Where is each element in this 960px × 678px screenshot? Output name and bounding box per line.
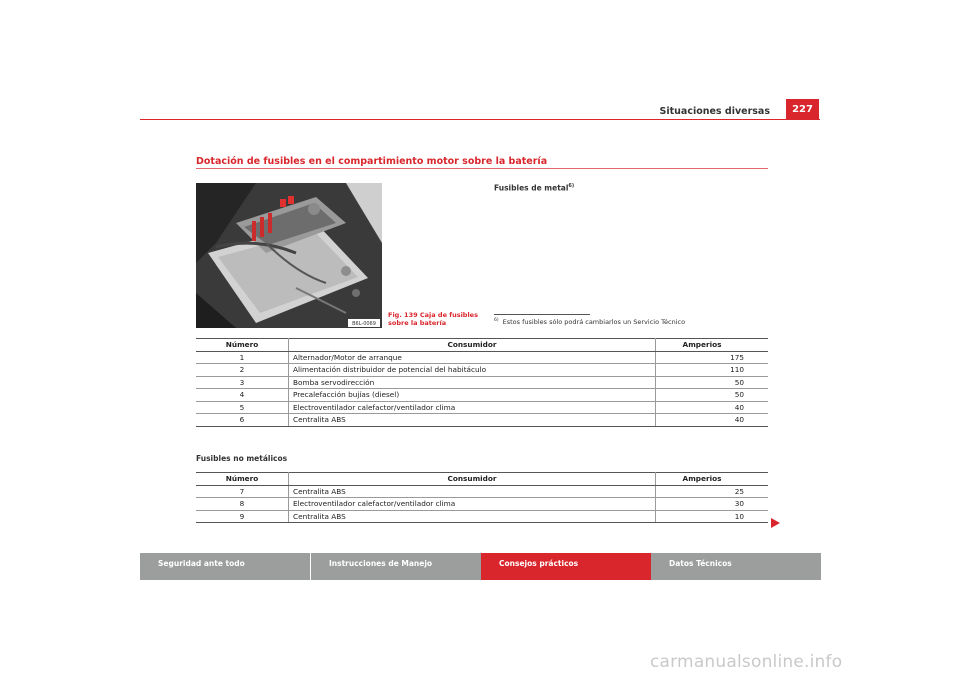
- table-row: [196, 485, 768, 498]
- table-row: [196, 364, 768, 377]
- cell-amps: 50: [656, 376, 769, 389]
- figure-caption: [388, 311, 478, 327]
- cell-amps: 40: [656, 401, 769, 414]
- table-row: [196, 401, 768, 414]
- cell-amps: 110: [656, 364, 769, 377]
- header-number: Número: [196, 339, 289, 352]
- section-title: Dotación de fusibles en el compartimiento motor sobre la batería: [196, 156, 548, 167]
- metal-fuses-heading-text: Fusibles de metal: [494, 183, 569, 193]
- cell-consumer: Alimentación distribuidor de potencial del habitáculo: [289, 364, 656, 377]
- figure-code: B6L-0069: [352, 321, 376, 327]
- cell-amps: 30: [656, 498, 769, 511]
- footnote: [494, 318, 685, 326]
- cell-amps: 25: [656, 485, 769, 498]
- cell-number: 9: [196, 510, 289, 523]
- cell-amps: 10: [656, 510, 769, 523]
- header-rule: [140, 119, 820, 120]
- cell-number: 4: [196, 389, 289, 402]
- footnote-mark: 6): [494, 318, 499, 323]
- cell-number: 7: [196, 485, 289, 498]
- table-row: [196, 414, 768, 427]
- cell-consumer: Centralita ABS: [289, 485, 656, 498]
- figure-caption-line1: Fig. 139 Caja de fusibles: [388, 311, 478, 319]
- cell-number: 3: [196, 376, 289, 389]
- table-row: [196, 510, 768, 523]
- nav-tab-technical-data[interactable]: Datos Técnicos: [651, 553, 821, 580]
- figure-caption-line2: sobre la batería: [388, 319, 447, 327]
- non-metal-fuses-table: [196, 472, 768, 523]
- cell-number: 2: [196, 364, 289, 377]
- non-metal-fuses-heading: Fusibles no metálicos: [196, 454, 288, 463]
- footnote-rule: [494, 314, 590, 315]
- cell-number: 1: [196, 351, 289, 364]
- cell-consumer: Centralita ABS: [289, 414, 656, 427]
- table-row: [196, 498, 768, 511]
- running-header-title: Situaciones diversas: [659, 106, 770, 117]
- cell-consumer: Electroventilador calefactor/ventilador clima: [289, 401, 656, 414]
- cell-consumer: Bomba servodirección: [289, 376, 656, 389]
- table-row: [196, 389, 768, 402]
- metal-fuses-table: [196, 338, 768, 427]
- nav-tab-operating-instructions[interactable]: Instrucciones de Manejo: [311, 553, 481, 580]
- header-consumer: Consumidor: [289, 473, 656, 486]
- fuse-box-photo: [196, 183, 382, 328]
- cell-consumer: Precalefacción bujías (diesel): [289, 389, 656, 402]
- header-amps: Amperios: [656, 339, 769, 352]
- watermark: carmanualsonline.info: [650, 652, 843, 672]
- header-consumer: Consumidor: [289, 339, 656, 352]
- header-number: Número: [196, 473, 289, 486]
- next-page-arrow-icon[interactable]: [771, 518, 780, 528]
- cell-amps: 175: [656, 351, 769, 364]
- footnote-ref: 6): [568, 183, 575, 189]
- cell-consumer: Centralita ABS: [289, 510, 656, 523]
- cell-amps: 50: [656, 389, 769, 402]
- nav-tab-practical-tips[interactable]: Consejos prácticos: [481, 553, 651, 580]
- page-number: 227: [786, 99, 819, 119]
- cell-number: 8: [196, 498, 289, 511]
- table-row: [196, 351, 768, 364]
- cell-number: 5: [196, 401, 289, 414]
- fuse-box-illustration: [196, 183, 382, 328]
- nav-tab-safety[interactable]: Seguridad ante todo: [140, 553, 310, 580]
- metal-fuses-heading: [494, 183, 574, 193]
- table-header-row: [196, 339, 768, 352]
- cell-amps: 40: [656, 414, 769, 427]
- header-amps: Amperios: [656, 473, 769, 486]
- table-row: [196, 376, 768, 389]
- cell-number: 6: [196, 414, 289, 427]
- footnote-text: Estos fusibles sólo podrá cambiarlos un Servicio Técnico: [502, 318, 686, 327]
- cell-consumer: Electroventilador calefactor/ventilador clima: [289, 498, 656, 511]
- section-rule: [196, 168, 768, 169]
- cell-consumer: Alternador/Motor de arranque: [289, 351, 656, 364]
- table-header-row: [196, 473, 768, 486]
